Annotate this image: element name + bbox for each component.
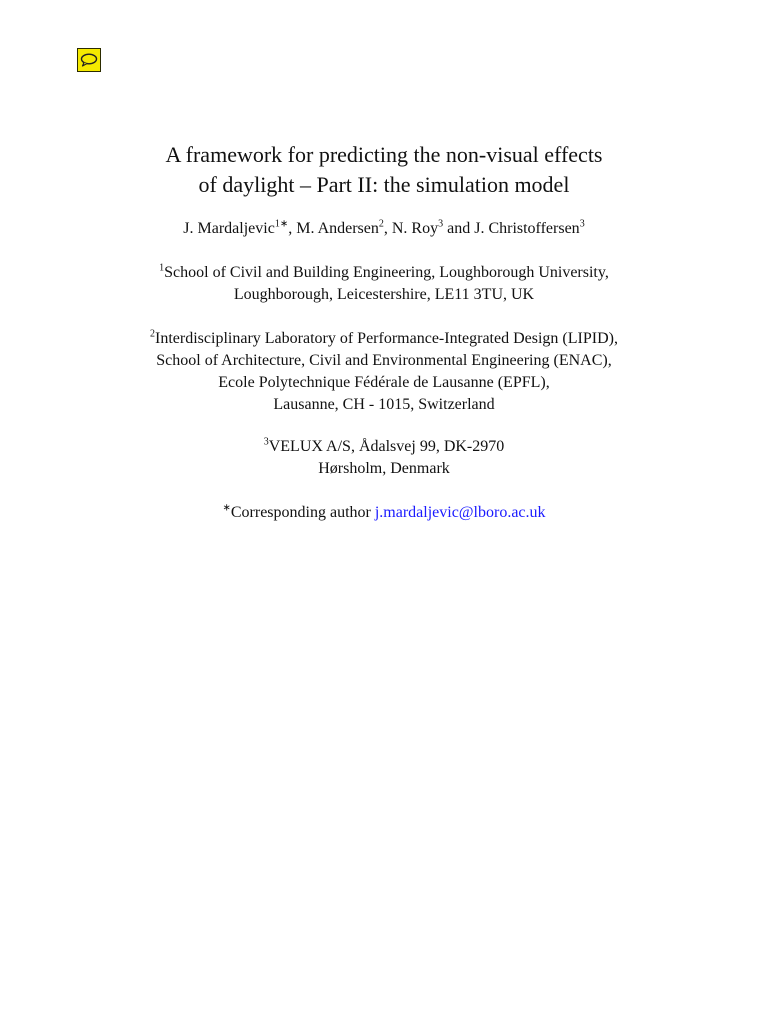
author-affil-mark: 2 <box>378 218 384 230</box>
title-line-1: A framework for predicting the non-visual effects <box>165 142 603 167</box>
author-list <box>0 218 768 240</box>
corresponding-author <box>0 502 768 524</box>
author-affil-mark: 3 <box>438 218 444 230</box>
speech-bubble-icon <box>80 53 98 67</box>
title-line-2: of daylight – Part II: the simulation model <box>198 172 570 197</box>
affil-mark: 3 <box>263 436 269 448</box>
affiliation-3 <box>0 436 768 480</box>
author-name: , M. Andersen <box>288 220 379 237</box>
author-name: and J. Christoffersen <box>443 220 580 237</box>
comment-annotation-icon[interactable] <box>77 48 101 72</box>
affil-text: Hørsholm, Denmark <box>318 460 450 477</box>
affil-mark: 2 <box>150 328 156 340</box>
author-name: , N. Roy <box>383 220 439 237</box>
corresp-label: Corresponding author <box>230 504 375 521</box>
affil-text: School of Civil and Building Engineering, Loughborough University, <box>164 264 609 281</box>
affil-text: Interdisciplinary Laboratory of Performance-Integrated Design (LIPID), <box>155 330 618 347</box>
author-affil-mark: 1∗ <box>274 218 289 230</box>
affil-mark: 1 <box>159 262 165 274</box>
affiliation-1 <box>0 262 768 306</box>
corresp-mark: ∗ <box>222 502 231 514</box>
author-affil-mark: 3 <box>579 218 585 230</box>
affil-text: Ecole Polytechnique Fédérale de Lausanne (EPFL), <box>218 374 550 391</box>
author-name: J. Mardaljevic <box>183 220 275 237</box>
affil-text: VELUX A/S, Ådalsvej 99, DK-2970 <box>268 438 505 455</box>
paper-title <box>0 140 768 200</box>
affil-text: School of Architecture, Civil and Environmental Engineering (ENAC), <box>156 352 612 369</box>
affil-text: Loughborough, Leicestershire, LE11 3TU, UK <box>233 286 535 303</box>
affiliation-2 <box>0 328 768 416</box>
affil-text: Lausanne, CH - 1015, Switzerland <box>273 396 495 413</box>
email-link[interactable]: j.mardaljevic@lboro.ac.uk <box>374 504 546 521</box>
